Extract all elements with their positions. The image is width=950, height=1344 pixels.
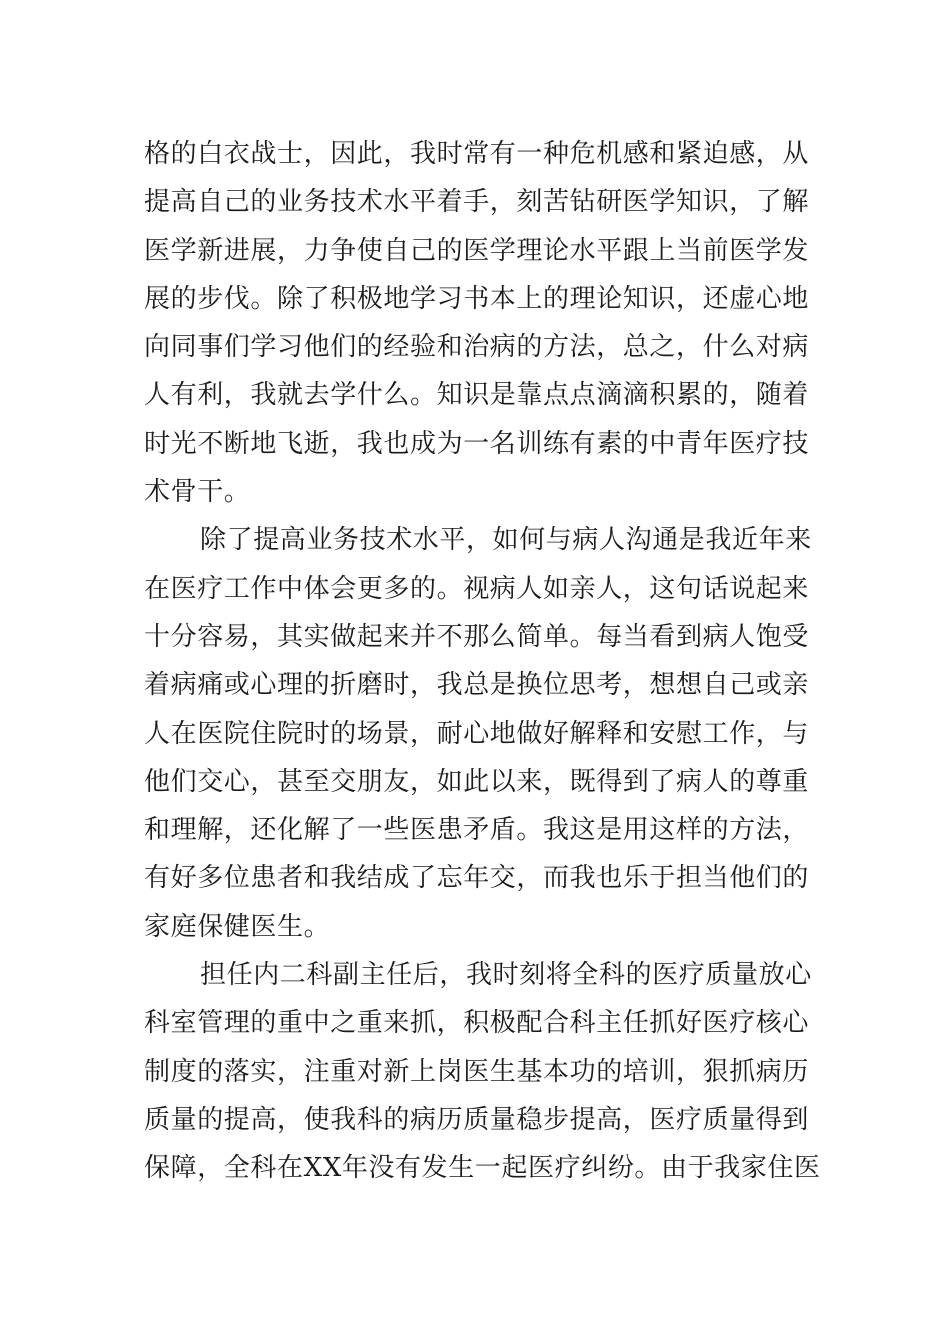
text-line: 和理解，还化解了一些医患矛盾。我这是用这样的方法， (144, 815, 810, 846)
text-line: 时光不断地飞逝，我也成为一名训练有素的中青年医疗技 (144, 428, 810, 459)
text-line: 家庭保健医生。 (144, 911, 331, 942)
text-line: 格的白衣战士，因此，我时常有一种危机感和紧迫感，从 (144, 139, 810, 169)
text-line: 向同事们学习他们的经验和治病的方法，总之，什么对病 (144, 332, 810, 363)
text-line: 着病痛或心理的折磨时，我总是换位思考，想想自己或亲 (144, 670, 810, 701)
text-line: 制度的落实，注重对新上岗医生基本功的培训，狠抓病历 (144, 1056, 810, 1087)
text-line: 人在医院住院时的场景，耐心地做好解释和安慰工作，与 (144, 718, 810, 749)
text-line: 医学新进展，力争使自己的医学理论水平跟上当前医学发 (144, 235, 810, 266)
text-line: 在医疗工作中体会更多的。视病人如亲人，这句话说起来 (144, 573, 810, 604)
text-line: 人有利，我就去学什么。知识是靠点点滴滴积累的，随着 (144, 380, 810, 411)
text-line: 术骨干。 (144, 477, 251, 508)
text-line: 质量的提高，使我科的病历质量稳步提高，医疗质量得到 (144, 1104, 810, 1135)
text-line: 有好多位患者和我结成了忘年交，而我也乐于担当他们的 (144, 863, 810, 894)
text-line: 展的步伐。除了积极地学习书本上的理论知识，还虚心地 (144, 283, 810, 314)
text-line: 保障，全科在XX年没有发生一起医疗纠纷。由于我家住医 (144, 1153, 821, 1184)
text-line: 提高自己的业务技术水平着手，刻苦钻研医学知识，了解 (144, 187, 810, 218)
text-line: 十分容易，其实做起来并不那么简单。每当看到病人饱受 (144, 621, 810, 652)
paragraph-first-line: 担任内二科副主任后，我时刻将全科的医疗质量放心 (200, 960, 812, 991)
paragraph-first-line: 除了提高业务技术水平，如何与病人沟通是我近年来 (200, 525, 812, 556)
body-text (144, 130, 821, 1193)
text-line: 科室管理的重中之重来抓，积极配合科主任抓好医疗核心 (144, 1008, 810, 1039)
text-line: 他们交心，甚至交朋友，如此以来，既得到了病人的尊重 (144, 766, 810, 797)
